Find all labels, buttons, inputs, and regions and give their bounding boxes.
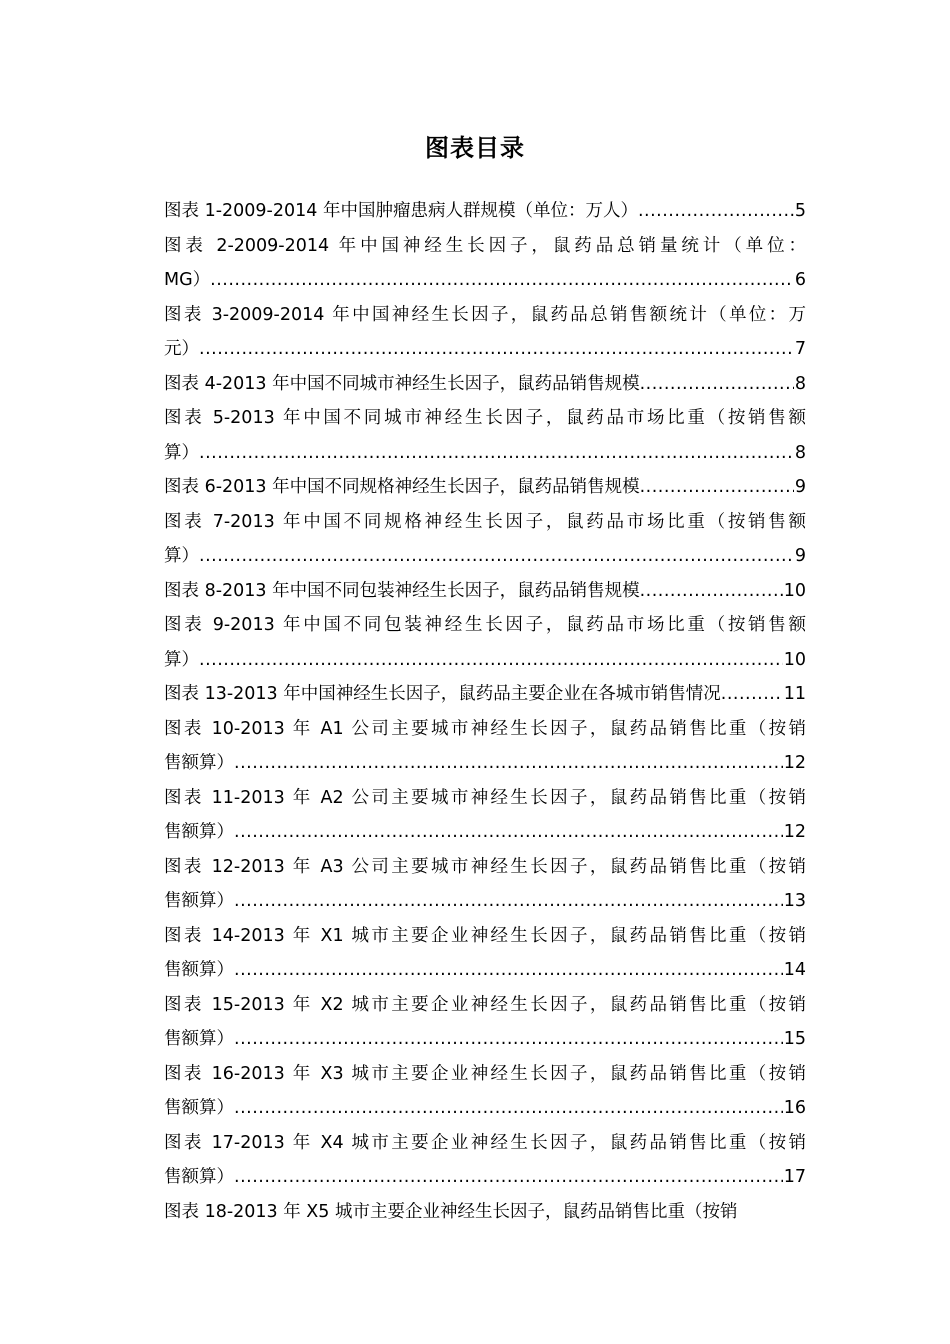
toc-page-number: 8	[794, 442, 806, 463]
toc-entry-line-with-leader	[164, 1091, 806, 1126]
dot-leader	[640, 367, 794, 402]
toc-entry-text: 算）	[164, 546, 199, 566]
toc-entry[interactable]	[164, 229, 806, 298]
toc-page-number: 6	[794, 270, 806, 290]
toc-entry-line-with-leader	[164, 746, 806, 781]
dot-leader	[199, 436, 794, 471]
dot-leader	[234, 1022, 783, 1057]
toc-page-number: 8	[794, 373, 806, 394]
toc-entry-line-with-leader	[164, 332, 806, 367]
toc-entry-line-with-leader	[164, 884, 806, 919]
toc-entry-text: 图表 9-2013 年中国不同包装神经生长因子，鼠药品市场比重（按销售额	[164, 615, 806, 635]
toc-entry[interactable]	[164, 574, 806, 609]
page-title: 图表目录	[425, 134, 525, 162]
toc-entry-text: 售额算）	[164, 1167, 234, 1187]
dot-leader	[234, 746, 783, 781]
toc-entry-line-with-leader	[164, 643, 806, 678]
toc-entry-text: 图表 18-2013 年 X5 城市主要企业神经生长因子，鼠药品销售比重（按销	[164, 1201, 738, 1222]
toc-entry-text: 算）	[164, 649, 199, 670]
toc-entry-text: 图表 17-2013 年 X4 城市主要企业神经生长因子，鼠药品销售比重（按销	[164, 1132, 806, 1153]
toc-entry-text: 售额算）	[164, 1098, 234, 1118]
toc-entry-text: 图表 2-2009-2014 年中国神经生长因子，鼠药品总销量统计（单位：	[164, 235, 806, 256]
dot-leader	[234, 1091, 783, 1126]
toc-entry-text: 售额算）	[164, 1029, 234, 1049]
toc-entry-line-with-leader	[164, 1160, 806, 1195]
toc-entry-text: 元）	[164, 339, 199, 359]
toc-entry-text: 售额算）	[164, 822, 234, 842]
toc-entry-line-with-leader	[164, 953, 806, 988]
toc-entry-text: 图表 5-2013 年中国不同城市神经生长因子，鼠药品市场比重（按销售额	[164, 408, 806, 428]
toc-entry[interactable]	[164, 608, 806, 677]
dot-leader	[638, 194, 794, 229]
toc-entry[interactable]	[164, 677, 806, 712]
toc-entry-line-with-leader	[164, 194, 806, 229]
toc-entry[interactable]	[164, 712, 806, 781]
table-of-figures	[164, 194, 806, 1229]
toc-entry-text: 算）	[164, 442, 199, 463]
toc-page-number: 13	[783, 891, 806, 911]
dot-leader	[234, 815, 783, 850]
dot-leader	[234, 953, 783, 988]
toc-entry-text: 图表 8-2013 年中国不同包装神经生长因子，鼠药品销售规模	[164, 580, 640, 601]
toc-entry[interactable]	[164, 988, 806, 1057]
toc-page-number: 9	[794, 546, 806, 566]
toc-entry-line-with-leader	[164, 1022, 806, 1057]
dot-leader	[640, 574, 783, 609]
toc-page-number: 17	[783, 1167, 806, 1187]
toc-page-number: 15	[783, 1029, 806, 1049]
toc-entry[interactable]	[164, 1057, 806, 1126]
toc-page-number: 10	[783, 649, 806, 670]
toc-page-number: 14	[783, 960, 806, 980]
toc-entry-text: 图表 14-2013 年 X1 城市主要企业神经生长因子，鼠药品销售比重（按销	[164, 925, 806, 946]
toc-entry-text: 图表 3-2009-2014 年中国神经生长因子，鼠药品总销售额统计（单位：万	[164, 304, 806, 325]
toc-entry[interactable]	[164, 919, 806, 988]
toc-page-number: 11	[783, 684, 806, 704]
dot-leader	[721, 677, 783, 712]
toc-entry-text: MG）	[164, 270, 211, 290]
toc-entry-text: 图表 10-2013 年 A1 公司主要城市神经生长因子，鼠药品销售比重（按销	[164, 718, 806, 739]
toc-entry-line-with-leader	[164, 677, 806, 712]
toc-entry-text: 图表 7-2013 年中国不同规格神经生长因子，鼠药品市场比重（按销售额	[164, 511, 806, 532]
toc-entry-text: 售额算）	[164, 753, 234, 773]
toc-page-number: 16	[783, 1098, 806, 1118]
toc-entry[interactable]	[164, 367, 806, 402]
toc-entry-line-with-leader	[164, 263, 806, 298]
toc-entry-text: 图表 16-2013 年 X3 城市主要企业神经生长因子，鼠药品销售比重（按销	[164, 1063, 806, 1084]
toc-entry-text: 图表 11-2013 年 A2 公司主要城市神经生长因子，鼠药品销售比重（按销	[164, 787, 806, 808]
toc-entry[interactable]	[164, 470, 806, 505]
toc-entry-line-with-leader	[164, 815, 806, 850]
toc-entry[interactable]	[164, 1195, 806, 1230]
toc-entry[interactable]	[164, 1126, 806, 1195]
toc-entry-text: 图表 12-2013 年 A3 公司主要城市神经生长因子，鼠药品销售比重（按销	[164, 856, 806, 877]
toc-page-number: 10	[783, 580, 806, 601]
toc-entry-text: 图表 15-2013 年 X2 城市主要企业神经生长因子，鼠药品销售比重（按销	[164, 994, 806, 1015]
toc-page-number: 12	[783, 822, 806, 842]
dot-leader	[234, 884, 783, 919]
toc-page-number: 9	[794, 477, 806, 497]
dot-leader	[199, 643, 783, 678]
toc-entry-text: 售额算）	[164, 891, 234, 911]
toc-entry-line-with-leader	[164, 436, 806, 471]
toc-entry-line-with-leader	[164, 539, 806, 574]
toc-entry-text: 图表 13-2013 年中国神经生长因子，鼠药品主要企业在各城市销售情况	[164, 684, 721, 704]
dot-leader	[199, 332, 794, 367]
toc-entry[interactable]	[164, 401, 806, 470]
toc-entry-text: 售额算）	[164, 960, 234, 980]
toc-entry-text: 图表 1-2009-2014 年中国肿瘤患病人群规模（单位：万人）	[164, 201, 638, 221]
toc-entry[interactable]	[164, 298, 806, 367]
toc-entry-line-with-leader	[164, 574, 806, 609]
toc-entry[interactable]	[164, 850, 806, 919]
toc-entry[interactable]	[164, 781, 806, 850]
toc-page-number: 7	[794, 339, 806, 359]
toc-page-number: 5	[794, 201, 806, 221]
toc-entry-text: 图表 6-2013 年中国不同规格神经生长因子，鼠药品销售规模	[164, 477, 640, 497]
toc-entry[interactable]	[164, 505, 806, 574]
toc-entry-line-with-leader	[164, 470, 806, 505]
dot-leader	[234, 1160, 783, 1195]
toc-page-number: 12	[783, 753, 806, 773]
toc-entry[interactable]	[164, 194, 806, 229]
toc-entry-line-with-leader	[164, 367, 806, 402]
dot-leader	[640, 470, 794, 505]
dot-leader	[199, 539, 794, 574]
toc-entry-text: 图表 4-2013 年中国不同城市神经生长因子，鼠药品销售规模	[164, 373, 640, 394]
dot-leader	[210, 263, 794, 298]
